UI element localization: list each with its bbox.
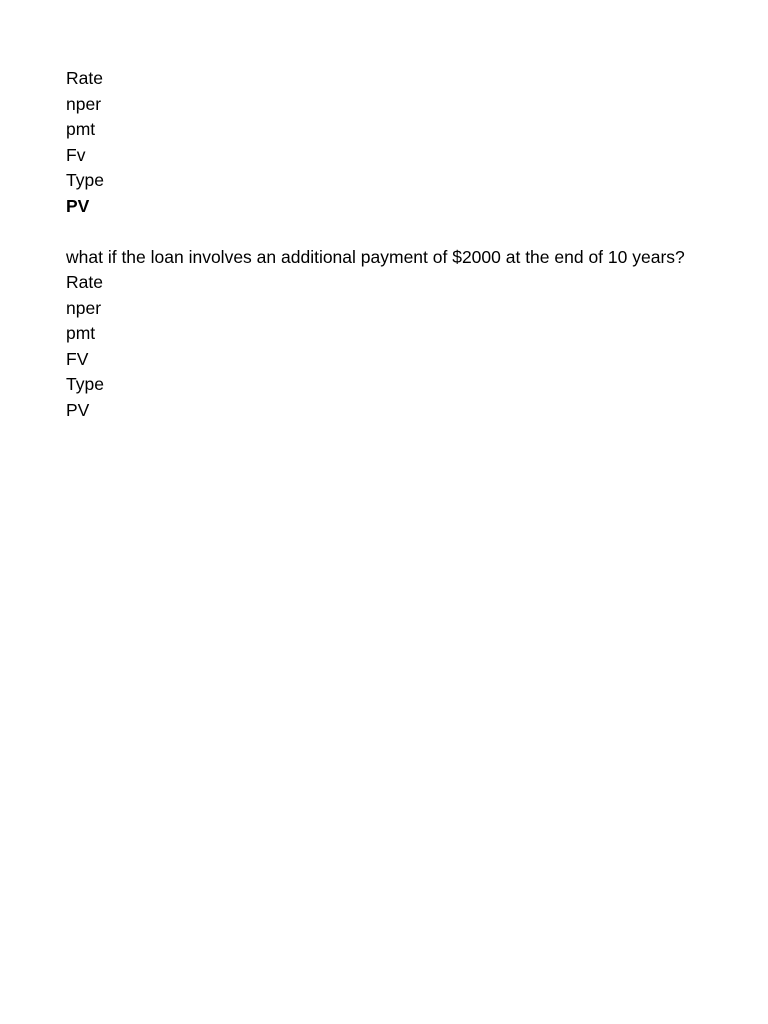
cell-nper-label[interactable]: nper (66, 297, 102, 318)
section-2 (66, 245, 756, 424)
cell-fv-label[interactable]: Fv (66, 144, 86, 165)
cell-nper-label[interactable]: nper (66, 93, 102, 114)
cell-type-label[interactable]: Type (66, 374, 104, 394)
cell-rate-label[interactable]: Rate (66, 272, 103, 292)
cell-rate-label[interactable]: Rate (66, 68, 103, 88)
cell-fv-label[interactable]: FV (66, 348, 89, 369)
spreadsheet-sheet (66, 66, 756, 423)
cell-pmt-label[interactable]: pmt (66, 323, 96, 343)
cell-pmt-label[interactable]: pmt (66, 119, 96, 139)
section-1 (66, 66, 756, 219)
cell-question[interactable]: what if the loan involves an additional payment of $2000 at the end of 10 years? (66, 246, 685, 267)
cell-pv-label[interactable]: PV (66, 399, 90, 420)
cell-pv-result-label[interactable]: PV (66, 195, 90, 216)
cell-type-label[interactable]: Type (66, 170, 104, 190)
empty-row[interactable] (66, 219, 756, 245)
